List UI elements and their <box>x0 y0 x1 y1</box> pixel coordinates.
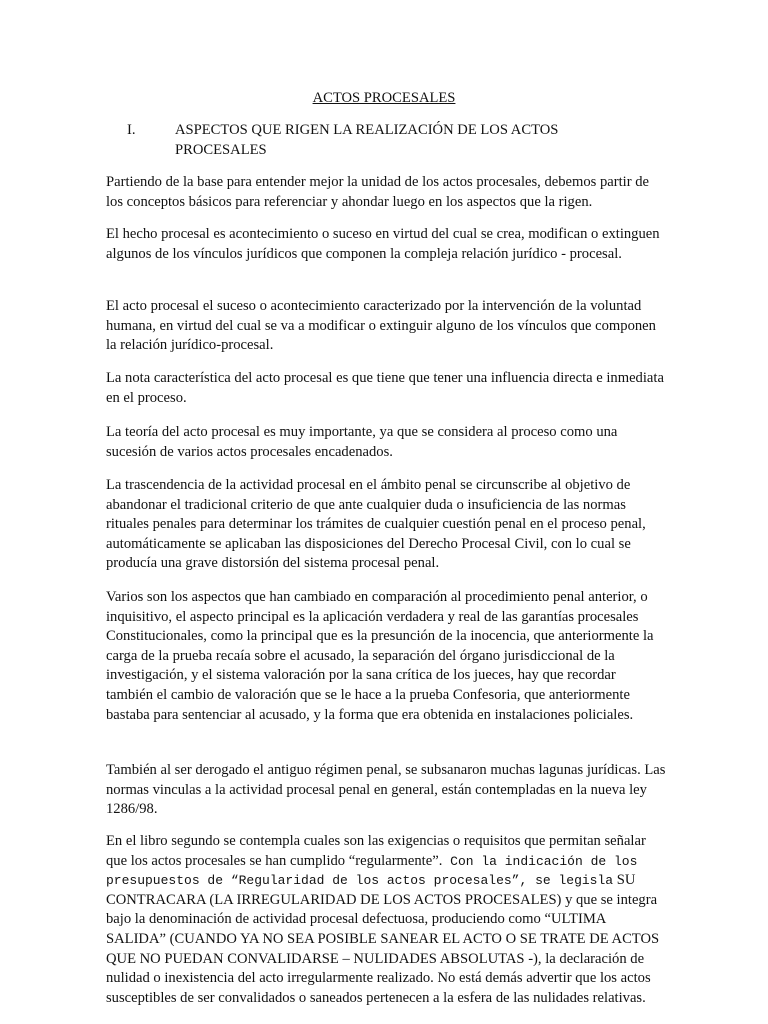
section-number: I. <box>127 122 136 138</box>
paragraph: Varios son los aspectos que han cambiado en comparación al procedimiento penal anterior, o inquisitivo, el aspecto principal es la aplicación verdadera y real de las garantías procesales Constitucionales, como la principal que es la presunción de la inocencia, que anteriormente la carga de la prueba recaía sobre el acusado, la separación del órgano jurisdiccional de la investigación, y el sistema valoración por la sana crítica de los jueces, hay que recordar también el cambio de valoración que se le hace a la prueba Confesoria, que anteriormente bastaba para sentenciar al acusado, y la forma que era obtenida en instalaciones policiales. <box>106 589 654 723</box>
paragraph: La nota característica del acto procesal es que tiene que tener una influencia directa e inmediata en el proceso. <box>106 370 664 406</box>
paragraph: El hecho procesal es acontecimiento o suceso en virtud del cual se crea, modifican o extinguen algunos de los vínculos jurídicos que componen la compleja relación jurídico - procesal. <box>106 226 660 262</box>
paragraph: También al ser derogado el antiguo régimen penal, se subsanaron muchas lagunas jurídicas. Las normas vinculas a la actividad procesal penal en general, están contempladas en la nueva ley 1286/98. <box>106 762 666 818</box>
paragraph-last <box>106 832 666 1008</box>
page-title: ACTOS PROCESALES <box>312 90 456 106</box>
paragraph-text-mono: Con la indicación de los presupuestos de “Regularidad de los actos procesales”, se legisla <box>106 853 638 889</box>
paragraph-text: En el libro segundo se contempla cuales son las exigencias o requisitos que permitan señalar que los actos procesales se han cumplido “regularmente”. <box>106 833 646 869</box>
paragraph-text: SU CONTRACARA (LA IRREGULARIDAD DE LOS ACTOS PROCESALES) y que se integra bajo la denominación de actividad procesal defectuosa, produciendo como “ULTIMA SALIDA” (CUANDO YA NO SEA POSIBLE SANEAR EL ACTO O SE TRATE DE ACTOS QUE NO PUEDAN CONVALIDARSE – NULIDADES ABSOLUTAS -), la declaración de nulidad o inexistencia del acto irregularmente realizado. No está demás advertir que los actos susceptibles de ser convalidados o saneados pertenecen a la esfera de las nulidades relativas. <box>106 872 660 1006</box>
section-title: ASPECTOS QUE RIGEN LA REALIZACIÓN DE LOS ACTOS PROCESALES <box>175 122 559 158</box>
paragraph: La trascendencia de la actividad procesal en el ámbito penal se circunscribe al objetivo de abandonar el tradicional criterio de que ante cualquier duda o insuficiencia de las normas rituales penales para determinar los trámites de cualquier cuestión penal en el proceso penal, automáticamente se aplicaban las disposiciones del Derecho Procesal Civil, con lo cual se producía una grave distorsión del sistema procesal penal. <box>106 477 646 572</box>
paragraph: Partiendo de la base para entender mejor la unidad de los actos procesales, debemos partir de los conceptos básicos para referenciar y ahondar luego en los aspectos que la rigen. <box>106 174 650 210</box>
paragraph: La teoría del acto procesal es muy importante, ya que se considera al proceso como una sucesión de varios actos procesales encadenados. <box>106 424 618 460</box>
paragraph: El acto procesal el suceso o acontecimiento caracterizado por la intervención de la voluntad humana, en virtud del cual se va a modificar o extinguir alguno de los vínculos que componen la relación jurídico-procesal. <box>106 298 656 354</box>
